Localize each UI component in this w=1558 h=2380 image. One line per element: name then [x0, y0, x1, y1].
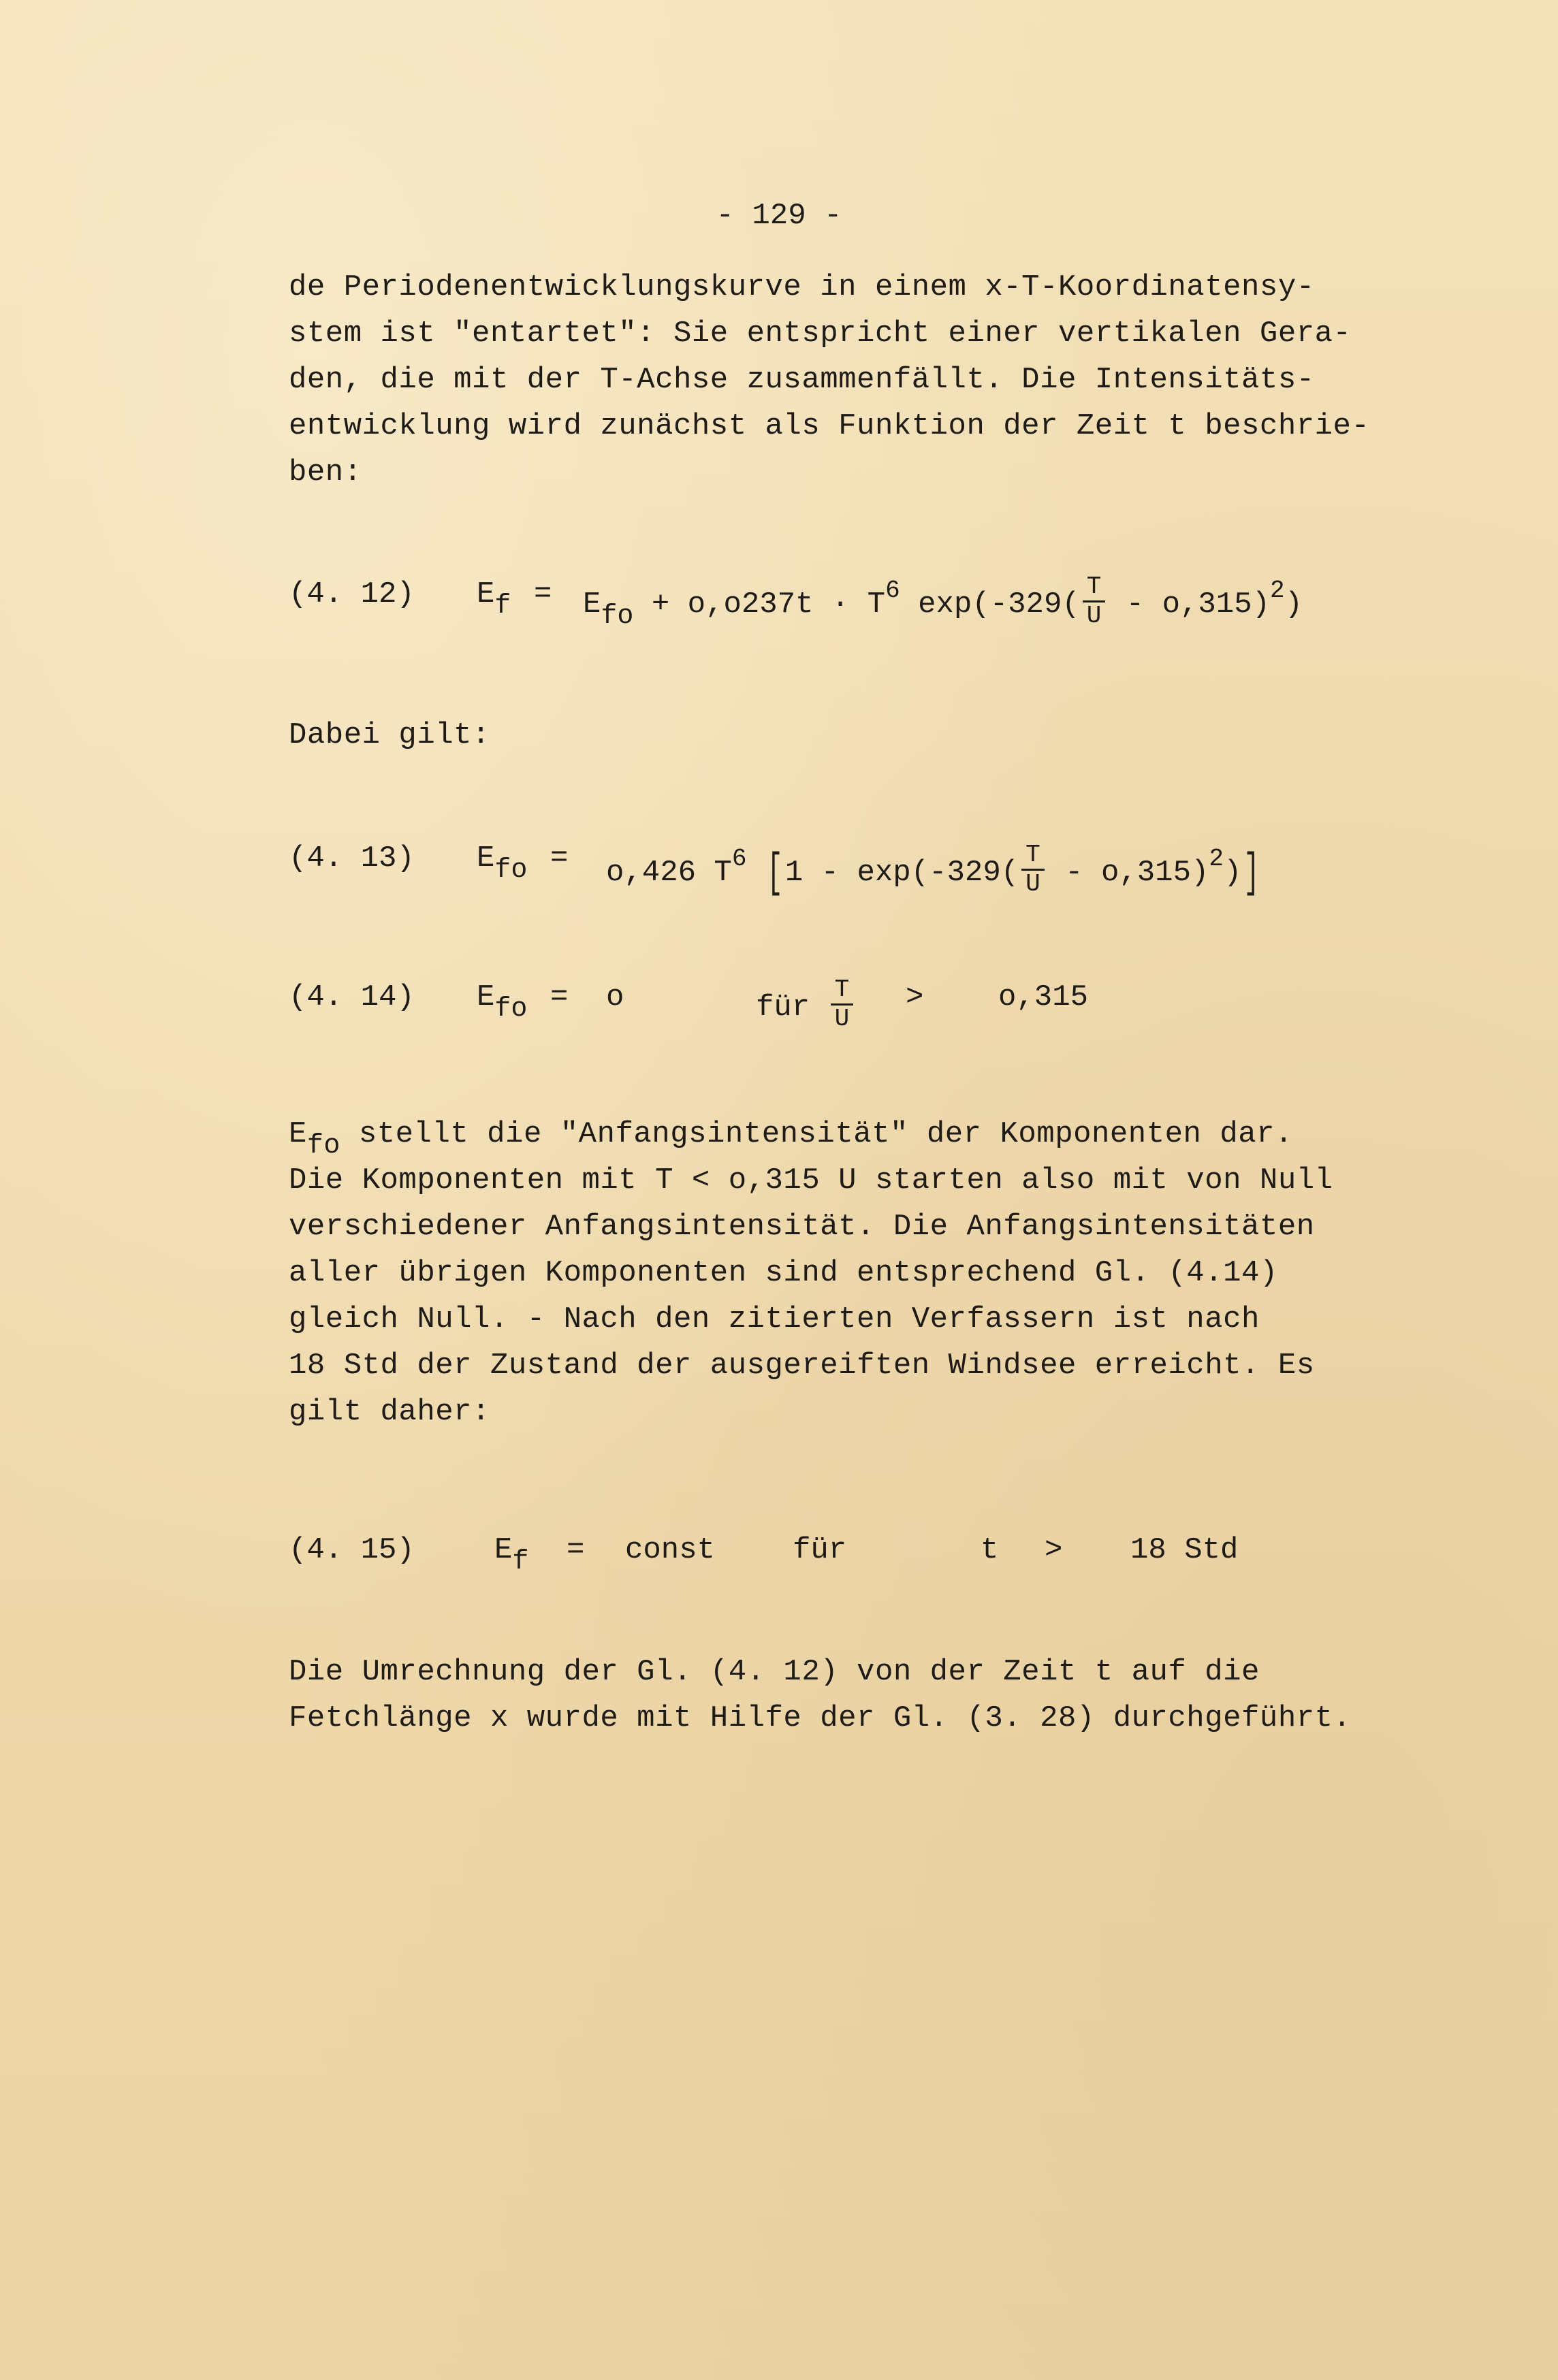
paragraph-2-line-1: $E_{fo}$ stellt die "Anfangsintensität" der Komponenten dar.	[289, 1117, 1293, 1161]
equation-lhs: $E_{fo}$	[477, 980, 528, 1025]
paragraph-3-line-1: Die Umrechnung der Gl. (4. 12) von der Zeit t auf die	[289, 1655, 1260, 1689]
dabei-gilt-text: Dabei gilt:	[289, 718, 490, 752]
equation-4-13	[289, 841, 1446, 923]
greater-than-sign: >	[906, 980, 924, 1014]
paragraph-2-line-3: verschiedener Anfangsintensität. Die Anfangsintensitäten	[289, 1210, 1315, 1244]
paragraph-2-line-2: Die Komponenten mit T < o,315 U starten also mit von Null	[289, 1163, 1333, 1197]
equation-lhs: $E_f$	[494, 1533, 529, 1577]
paragraph-1-line-3: den, die mit der T-Achse zusammenfällt. Die Intensitäts-	[289, 363, 1315, 397]
close-bracket: ]	[1243, 847, 1260, 901]
paragraph-1-line-2: stem ist "entartet": Sie entspricht einer vertikalen Gera-	[289, 317, 1352, 351]
paragraph-2-line-4: aller übrigen Komponenten sind entsprechend Gl. (4.14)	[289, 1256, 1278, 1290]
paragraph-3-line-2: Fetchlänge x wurde mit Hilfe der Gl. (3. 28) durchgeführt.	[289, 1701, 1352, 1735]
equation-lhs: $E_{fo}$	[477, 841, 528, 886]
paragraph-1-line-5: ben:	[289, 455, 362, 489]
equation-variable: t	[981, 1533, 999, 1567]
equation-fuer: für	[793, 1533, 847, 1567]
open-bracket: [	[767, 847, 783, 901]
equation-number: (4. 12)	[289, 577, 415, 611]
equation-4-14	[289, 976, 1446, 1062]
equation-condition: für $\frac{T}{U}$	[756, 980, 856, 1034]
equation-number: (4. 14)	[289, 980, 415, 1014]
equation-rhs: o,426 $T^6$ [1 - exp(-329( $\frac{T}{U}$ - o,315)$^2$)]	[606, 840, 1260, 901]
equals-sign: =	[550, 980, 569, 1014]
greater-than-sign: >	[1045, 1533, 1063, 1567]
paragraph-1-line-1: de Periodenentwicklungskurve in einem x-T-Koordinatensy-	[289, 270, 1315, 304]
equals-sign: =	[567, 1533, 585, 1567]
equation-value: o	[606, 980, 624, 1014]
equals-sign: =	[550, 841, 569, 875]
equation-4-12	[289, 573, 1446, 659]
fraction-t-over-u: $\frac{T}{U}$	[831, 978, 854, 1031]
equation-number: (4. 15)	[289, 1533, 415, 1567]
equals-sign: =	[534, 577, 552, 611]
paragraph-2-line-7: gilt daher:	[289, 1395, 490, 1429]
equation-rhs: $E_{fo} + o,o237t \cdot T^6$ exp(-329( $\frac{T}{U}$ - o,315)$^2$)	[583, 573, 1303, 632]
equation-number: (4. 13)	[289, 841, 415, 875]
equation-4-15	[289, 1533, 1446, 1615]
equation-value: const	[625, 1533, 716, 1567]
paragraph-1-line-4: entwicklung wird zunächst als Funktion der Zeit t beschrie-	[289, 409, 1370, 443]
equation-lhs: $E_f$	[477, 577, 511, 622]
equation-bound: 18 Std	[1130, 1533, 1239, 1567]
equation-bound: o,315	[998, 980, 1089, 1014]
page-number: - 129 -	[716, 199, 842, 233]
paragraph-2-line-5: gleich Null. - Nach den zitierten Verfassern ist nach	[289, 1302, 1260, 1336]
paragraph-2-line-6: 18 Std der Zustand der ausgereiften Windsee erreicht. Es	[289, 1349, 1315, 1383]
fraction-t-over-u: $\frac{T}{U}$	[1083, 575, 1106, 628]
fraction-t-over-u: $\frac{T}{U}$	[1021, 843, 1045, 897]
